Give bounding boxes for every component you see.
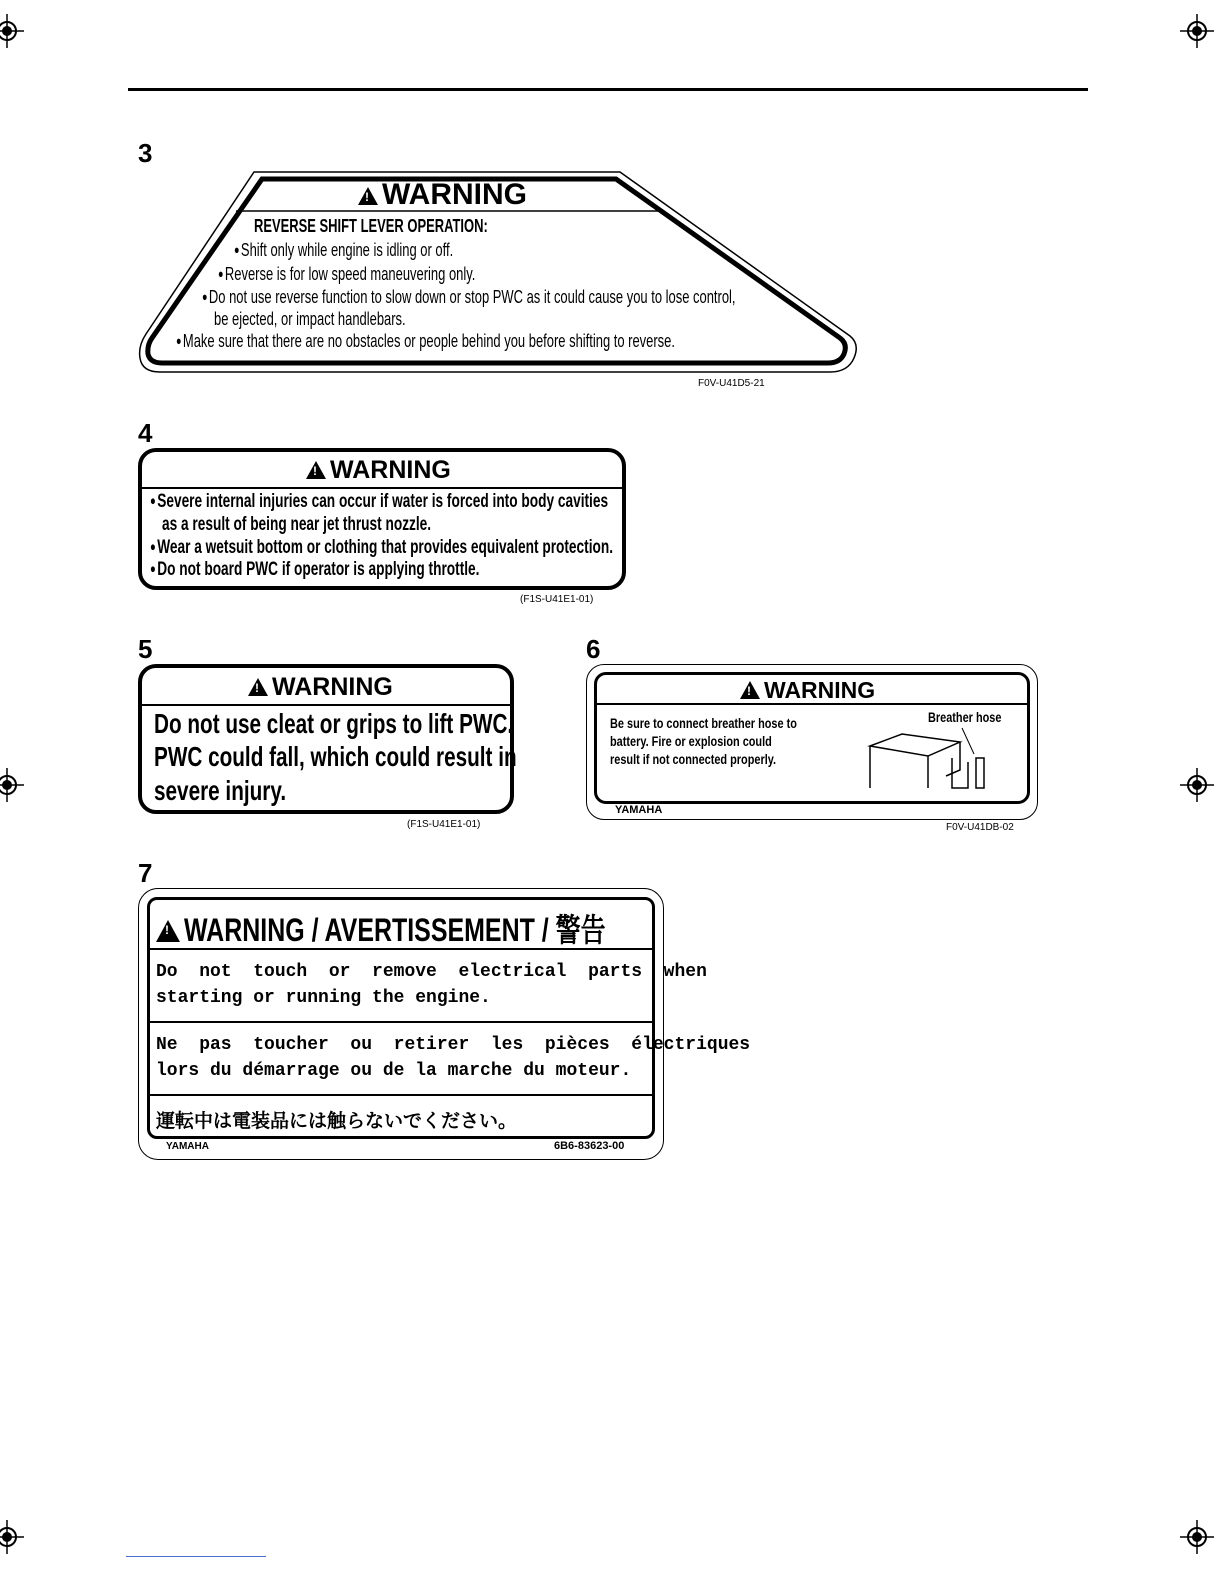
label-6-line: battery. Fire or explosion could [610, 733, 772, 749]
label-7-french-line: Ne pas toucher ou retirer les pièces électriques [156, 1035, 751, 1055]
registration-mark-icon [1180, 14, 1214, 48]
label-4-item: ● Do not board PWC if operator is applying throttle. [150, 559, 479, 581]
label-3-title: !WARNING [358, 178, 527, 212]
label-5-line: Do not use cleat or grips to lift PWC. [154, 708, 514, 739]
registration-mark-icon [1180, 768, 1214, 802]
label-5-title-rule [142, 704, 510, 706]
label-5-code: (F1S-U41E1-01) [407, 819, 481, 830]
label-7-part-number: 6B6-83623-00 [554, 1140, 625, 1152]
warning-triangle-icon [156, 920, 180, 942]
label-5-line: severe injury. [154, 775, 287, 806]
label-7-title: !WARNING / AVERTISSEMENT / 警告 [156, 905, 724, 951]
label-6-code: F0V-U41DB-02 [946, 822, 1014, 833]
label-3-heading: REVERSE SHIFT LEVER OPERATION: [254, 216, 488, 236]
breather-hose-callout: Breather hose [928, 709, 1002, 725]
label-3-code: F0V-U41D5-21 [698, 378, 765, 389]
label-6-brand: YAMAHA [615, 804, 663, 816]
label-3-item: ● Shift only while engine is idling or off. [234, 240, 453, 261]
label-6-line: Be sure to connect breather hose to [610, 715, 797, 731]
label-7-japanese-line: 運転中は電装品には触らないでください。 [156, 1111, 518, 1132]
label-number-6: 6 [586, 634, 601, 664]
warning-triangle-icon [740, 681, 760, 699]
label-number-7: 7 [138, 858, 153, 888]
registration-mark-icon [0, 768, 24, 802]
registration-mark-icon [0, 1520, 24, 1554]
label-7-section-rule [150, 1021, 652, 1023]
label-3-item: ● Do not use reverse function to slow down or stop PWC as it could cause you to lose control, [202, 287, 736, 308]
label-7-brand: YAMAHA [166, 1141, 209, 1152]
label-6-line: result if not connected properly. [610, 751, 777, 767]
label-4-item: ● Wear a wetsuit bottom or clothing that provides equivalent protection. [150, 537, 613, 559]
warning-triangle-icon [248, 678, 268, 696]
registration-mark-icon [0, 14, 24, 48]
label-7-section-rule [150, 1094, 652, 1096]
label-number-5: 5 [138, 634, 153, 664]
header-rule [128, 88, 1088, 91]
label-5-title: !WARNING [248, 673, 393, 702]
label-4-code: (F1S-U41E1-01) [520, 594, 594, 605]
label-number-4: 4 [138, 418, 153, 448]
battery-diagram-icon [866, 722, 996, 794]
label-3-item-continuation: be ejected, or impact handlebars. [214, 309, 406, 329]
label-5-line: PWC could fall, which could result in [154, 741, 517, 772]
label-4-item-continuation: as a result of being near jet thrust nozzle. [162, 514, 432, 535]
label-7-english-line: Do not touch or remove electrical parts when [156, 962, 707, 982]
label-6-title: !WARNING [740, 677, 875, 704]
warning-triangle-icon [358, 187, 378, 205]
footer-rule [126, 1556, 266, 1557]
label-3-item: ● Reverse is for low speed maneuvering only. [218, 264, 475, 285]
label-4-item: ● Severe internal injuries can occur if water is forced into body cavities [150, 491, 608, 513]
label-7-english-line: starting or running the engine. [156, 988, 491, 1008]
label-3-item: ● Make sure that there are no obstacles or people behind you before shifting to reverse. [176, 331, 675, 352]
registration-mark-icon [1180, 1520, 1214, 1554]
label-4-title: !WARNING [306, 456, 451, 485]
warning-triangle-icon [306, 461, 326, 479]
label-number-3: 3 [138, 138, 153, 168]
label-4-title-rule [142, 487, 622, 489]
label-7-french-line: lors du démarrage ou de la marche du moteur. [156, 1061, 632, 1081]
